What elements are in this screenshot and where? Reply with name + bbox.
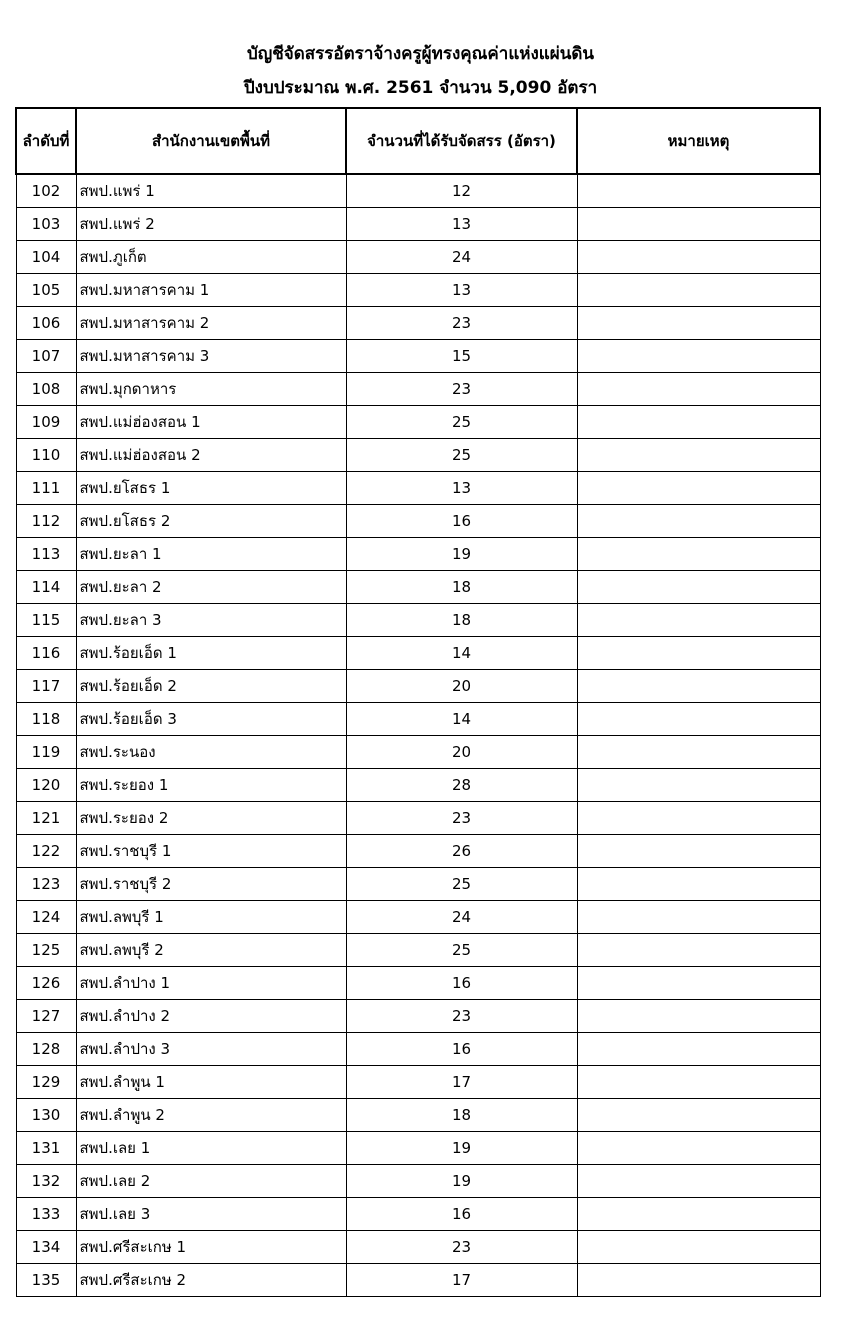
table-row: [16, 835, 820, 868]
table-row: [16, 967, 820, 1000]
cell-office: สพป.มหาสารคาม 1: [76, 274, 346, 307]
cell-office: สพป.ยะลา 3: [76, 604, 346, 637]
cell-no: 131: [16, 1132, 76, 1165]
cell-remark: [577, 604, 820, 637]
table-row: [16, 604, 820, 637]
table-row: [16, 1198, 820, 1231]
table-row: [16, 406, 820, 439]
table-row: [16, 769, 820, 802]
cell-remark: [577, 439, 820, 472]
cell-office: สพป.แม่ฮ่องสอน 1: [76, 406, 346, 439]
cell-remark: [577, 1198, 820, 1231]
table-row: [16, 1099, 820, 1132]
cell-office: สพป.ลพบุรี 2: [76, 934, 346, 967]
table-row: [16, 1000, 820, 1033]
cell-quota: 17: [346, 1264, 577, 1297]
table-body: [16, 174, 820, 1297]
cell-office: สพป.ลพบุรี 1: [76, 901, 346, 934]
cell-quota: 14: [346, 637, 577, 670]
table-row: [16, 208, 820, 241]
cell-no: 124: [16, 901, 76, 934]
table-row: [16, 868, 820, 901]
cell-no: 120: [16, 769, 76, 802]
cell-no: 129: [16, 1066, 76, 1099]
cell-quota: 13: [346, 472, 577, 505]
table-row: [16, 538, 820, 571]
cell-no: 112: [16, 505, 76, 538]
cell-no: 133: [16, 1198, 76, 1231]
cell-office: สพป.แม่ฮ่องสอน 2: [76, 439, 346, 472]
header-remark: หมายเหตุ: [577, 108, 820, 174]
cell-no: 121: [16, 802, 76, 835]
cell-no: 114: [16, 571, 76, 604]
table-row: [16, 1264, 820, 1297]
cell-office: สพป.ศรีสะเกษ 2: [76, 1264, 346, 1297]
cell-office: สพป.มหาสารคาม 3: [76, 340, 346, 373]
cell-office: สพป.ศรีสะเกษ 1: [76, 1231, 346, 1264]
cell-no: 110: [16, 439, 76, 472]
cell-quota: 18: [346, 1099, 577, 1132]
cell-quota: 16: [346, 967, 577, 1000]
cell-no: 105: [16, 274, 76, 307]
cell-quota: 28: [346, 769, 577, 802]
cell-quota: 26: [346, 835, 577, 868]
cell-quota: 18: [346, 571, 577, 604]
table-row: [16, 373, 820, 406]
cell-remark: [577, 505, 820, 538]
cell-no: 135: [16, 1264, 76, 1297]
table-row: [16, 307, 820, 340]
cell-remark: [577, 1264, 820, 1297]
header-row: [16, 108, 820, 174]
cell-office: สพป.มุกดาหาร: [76, 373, 346, 406]
cell-quota: 25: [346, 934, 577, 967]
cell-no: 118: [16, 703, 76, 736]
cell-quota: 25: [346, 439, 577, 472]
cell-remark: [577, 406, 820, 439]
table-row: [16, 934, 820, 967]
cell-no: 104: [16, 241, 76, 274]
header-no: ลำดับที่: [16, 108, 76, 174]
cell-remark: [577, 967, 820, 1000]
cell-quota: 13: [346, 208, 577, 241]
table-row: [16, 1165, 820, 1198]
cell-no: 130: [16, 1099, 76, 1132]
cell-no: 134: [16, 1231, 76, 1264]
cell-quota: 23: [346, 1231, 577, 1264]
cell-quota: 25: [346, 868, 577, 901]
cell-quota: 23: [346, 1000, 577, 1033]
header-office: สำนักงานเขตพื้นที่: [76, 108, 346, 174]
cell-quota: 25: [346, 406, 577, 439]
cell-remark: [577, 538, 820, 571]
cell-office: สพป.ลำพูน 2: [76, 1099, 346, 1132]
cell-no: 108: [16, 373, 76, 406]
cell-no: 126: [16, 967, 76, 1000]
cell-office: สพป.ลำพูน 1: [76, 1066, 346, 1099]
table-row: [16, 472, 820, 505]
cell-no: 103: [16, 208, 76, 241]
cell-office: สพป.ราชบุรี 2: [76, 868, 346, 901]
allocation-table: [15, 107, 821, 1297]
cell-office: สพป.มหาสารคาม 2: [76, 307, 346, 340]
cell-no: 107: [16, 340, 76, 373]
cell-remark: [577, 1000, 820, 1033]
cell-no: 106: [16, 307, 76, 340]
cell-remark: [577, 868, 820, 901]
cell-no: 127: [16, 1000, 76, 1033]
cell-quota: 14: [346, 703, 577, 736]
cell-office: สพป.ลำปาง 3: [76, 1033, 346, 1066]
cell-office: สพป.ระยอง 1: [76, 769, 346, 802]
table-row: [16, 736, 820, 769]
cell-office: สพป.แพร่ 1: [76, 174, 346, 208]
cell-remark: [577, 637, 820, 670]
cell-remark: [577, 174, 820, 208]
cell-quota: 15: [346, 340, 577, 373]
cell-remark: [577, 307, 820, 340]
cell-quota: 23: [346, 373, 577, 406]
table-row: [16, 1033, 820, 1066]
cell-remark: [577, 901, 820, 934]
cell-quota: 19: [346, 1132, 577, 1165]
cell-remark: [577, 208, 820, 241]
cell-office: สพป.เลย 3: [76, 1198, 346, 1231]
header-quota: จำนวนที่ได้รับจัดสรร (อัตรา): [346, 108, 577, 174]
cell-quota: 13: [346, 274, 577, 307]
cell-remark: [577, 934, 820, 967]
document-title: บัญชีจัดสรรอัตราจ้างครูผู้ทรงคุณค่าแห่งแผ่นดิน: [246, 44, 594, 64]
cell-remark: [577, 1132, 820, 1165]
cell-no: 123: [16, 868, 76, 901]
cell-remark: [577, 769, 820, 802]
cell-quota: 12: [346, 174, 577, 208]
document-subtitle: ปีงบประมาณ พ.ศ. 2561 จำนวน 5,090 อัตรา: [243, 78, 598, 98]
table-row: [16, 1231, 820, 1264]
cell-remark: [577, 340, 820, 373]
cell-office: สพป.ลำปาง 2: [76, 1000, 346, 1033]
cell-quota: 17: [346, 1066, 577, 1099]
cell-quota: 23: [346, 802, 577, 835]
cell-remark: [577, 373, 820, 406]
table-row: [16, 340, 820, 373]
cell-no: 115: [16, 604, 76, 637]
cell-office: สพป.ยะลา 1: [76, 538, 346, 571]
cell-remark: [577, 472, 820, 505]
cell-quota: 16: [346, 505, 577, 538]
cell-remark: [577, 1033, 820, 1066]
cell-office: สพป.ภูเก็ต: [76, 241, 346, 274]
cell-no: 128: [16, 1033, 76, 1066]
cell-quota: 16: [346, 1198, 577, 1231]
cell-quota: 18: [346, 604, 577, 637]
table-row: [16, 274, 820, 307]
cell-office: สพป.ยะลา 2: [76, 571, 346, 604]
cell-office: สพป.ร้อยเอ็ด 2: [76, 670, 346, 703]
cell-quota: 23: [346, 307, 577, 340]
cell-office: สพป.ราชบุรี 1: [76, 835, 346, 868]
cell-office: สพป.ยโสธร 1: [76, 472, 346, 505]
cell-remark: [577, 571, 820, 604]
cell-no: 122: [16, 835, 76, 868]
table-row: [16, 637, 820, 670]
table-row: [16, 439, 820, 472]
cell-no: 132: [16, 1165, 76, 1198]
cell-remark: [577, 736, 820, 769]
cell-no: 117: [16, 670, 76, 703]
cell-office: สพป.ระนอง: [76, 736, 346, 769]
table-row: [16, 571, 820, 604]
table-row: [16, 505, 820, 538]
cell-remark: [577, 1099, 820, 1132]
cell-office: สพป.ร้อยเอ็ด 1: [76, 637, 346, 670]
cell-no: 111: [16, 472, 76, 505]
table-row: [16, 802, 820, 835]
cell-office: สพป.ยโสธร 2: [76, 505, 346, 538]
cell-quota: 16: [346, 1033, 577, 1066]
cell-remark: [577, 1066, 820, 1099]
table-row: [16, 174, 820, 208]
cell-quota: 20: [346, 670, 577, 703]
table-header: [16, 108, 820, 174]
table-row: [16, 670, 820, 703]
cell-quota: 24: [346, 901, 577, 934]
cell-remark: [577, 670, 820, 703]
cell-no: 102: [16, 174, 76, 208]
cell-office: สพป.ลำปาง 1: [76, 967, 346, 1000]
cell-remark: [577, 241, 820, 274]
cell-no: 119: [16, 736, 76, 769]
cell-no: 125: [16, 934, 76, 967]
cell-remark: [577, 802, 820, 835]
cell-quota: 24: [346, 241, 577, 274]
cell-office: สพป.ระยอง 2: [76, 802, 346, 835]
cell-remark: [577, 1231, 820, 1264]
cell-quota: 20: [346, 736, 577, 769]
table-row: [16, 1132, 820, 1165]
cell-office: สพป.เลย 1: [76, 1132, 346, 1165]
table-row: [16, 703, 820, 736]
cell-remark: [577, 1165, 820, 1198]
table-row: [16, 1066, 820, 1099]
cell-office: สพป.เลย 2: [76, 1165, 346, 1198]
cell-office: สพป.ร้อยเอ็ด 3: [76, 703, 346, 736]
cell-quota: 19: [346, 538, 577, 571]
cell-remark: [577, 835, 820, 868]
cell-office: สพป.แพร่ 2: [76, 208, 346, 241]
table-row: [16, 241, 820, 274]
cell-no: 113: [16, 538, 76, 571]
cell-no: 116: [16, 637, 76, 670]
table-row: [16, 901, 820, 934]
cell-quota: 19: [346, 1165, 577, 1198]
cell-remark: [577, 274, 820, 307]
cell-no: 109: [16, 406, 76, 439]
cell-remark: [577, 703, 820, 736]
